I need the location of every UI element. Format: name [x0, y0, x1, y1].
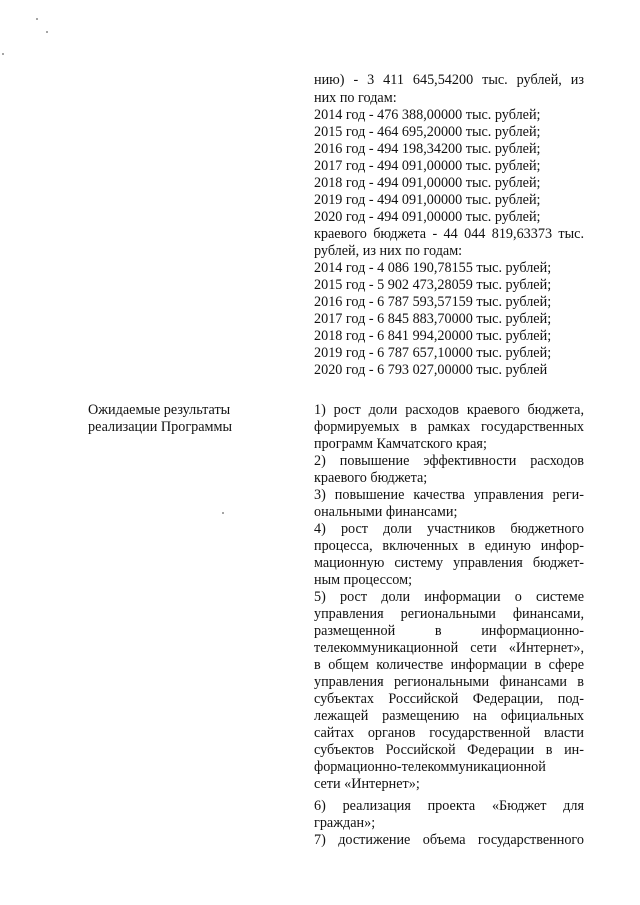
- results-line: 5) рост доли информации о системе: [314, 589, 584, 605]
- funding-line: них по годам:: [314, 90, 397, 106]
- funding-line: 2020 год - 494 091,00000 тыс. рублей;: [314, 209, 541, 225]
- funding-line: 2016 год - 494 198,34200 тыс. рублей;: [314, 141, 541, 157]
- results-line: краевого бюджета;: [314, 470, 428, 486]
- results-line: размещенной в информационно-: [314, 623, 584, 639]
- funding-line: 2017 год - 494 091,00000 тыс. рублей;: [314, 158, 541, 174]
- funding-line: 2015 год - 464 695,20000 тыс. рублей;: [314, 124, 541, 140]
- results-line: субъектов Российской Федерации в ин-: [314, 742, 584, 758]
- results-line: программ Камчатского края;: [314, 436, 487, 452]
- funding-line: 2019 год - 494 091,00000 тыс. рублей;: [314, 192, 541, 208]
- results-line: формационно-телекоммуникационной: [314, 759, 546, 775]
- results-line: 2) повышение эффективности расходов: [314, 453, 584, 469]
- scan-speck: [222, 512, 224, 514]
- funding-line: рублей, из них по годам:: [314, 243, 463, 259]
- results-line: управления региональными финансами в: [314, 674, 584, 690]
- scan-speck: [46, 31, 48, 33]
- results-line: 7) достижение объема государственного: [314, 832, 584, 848]
- results-line: управления региональными финансами,: [314, 606, 584, 622]
- results-line: мационную систему управления бюджет-: [314, 555, 584, 571]
- results-line: формируемых в рамках государственных: [314, 419, 584, 435]
- results-line: субъектах Российской Федерации, под-: [314, 691, 584, 707]
- funding-line: краевого бюджета - 44 044 819,63373 тыс.: [314, 226, 584, 242]
- results-label: [88, 402, 268, 436]
- funding-line: 2019 год - 6 787 657,10000 тыс. рублей;: [314, 345, 552, 361]
- results-line: лежащей размещению на официальных: [314, 708, 584, 724]
- funding-line: 2016 год - 6 787 593,57159 тыс. рублей;: [314, 294, 552, 310]
- funding-line: 2020 год - 6 793 027,00000 тыс. рублей: [314, 362, 548, 378]
- funding-line: 2015 год - 5 902 473,28059 тыс. рублей;: [314, 277, 552, 293]
- results-line: 6) реализация проекта «Бюджет для: [314, 798, 584, 814]
- results-line: ональными финансами;: [314, 504, 458, 520]
- results-line: телекоммуникационной сети «Интернет»,: [314, 640, 584, 656]
- funding-line: 2018 год - 6 841 994,20000 тыс. рублей;: [314, 328, 552, 344]
- funding-line: 2018 год - 494 091,00000 тыс. рублей;: [314, 175, 541, 191]
- funding-line: 2017 год - 6 845 883,70000 тыс. рублей;: [314, 311, 552, 327]
- results-line: ным процессом;: [314, 572, 413, 588]
- results-line: 1) рост доли расходов краевого бюджета,: [314, 402, 584, 418]
- results-line: в общем количестве информации в сфере: [314, 657, 584, 673]
- funding-line: 2014 год - 4 086 190,78155 тыс. рублей;: [314, 260, 552, 276]
- results-line: 4) рост доли участников бюджетного: [314, 521, 584, 537]
- results-line: процесса, включенных в единую инфор-: [314, 538, 584, 554]
- funding-line: нию) - 3 411 645,54200 тыс. рублей, из: [314, 72, 584, 88]
- results-line: сети «Интернет»;: [314, 776, 420, 792]
- scan-speck: [2, 53, 4, 55]
- funding-line: 2014 год - 476 388,00000 тыс. рублей;: [314, 107, 541, 123]
- results-label-line: реализации Программы: [88, 419, 233, 435]
- results-label-line: Ожидаемые результаты: [88, 402, 231, 418]
- results-line: граждан»;: [314, 815, 376, 831]
- results-line: 3) повышение качества управления реги-: [314, 487, 584, 503]
- scan-speck: [36, 18, 38, 20]
- results-line: сайтах органов государственной власти: [314, 725, 584, 741]
